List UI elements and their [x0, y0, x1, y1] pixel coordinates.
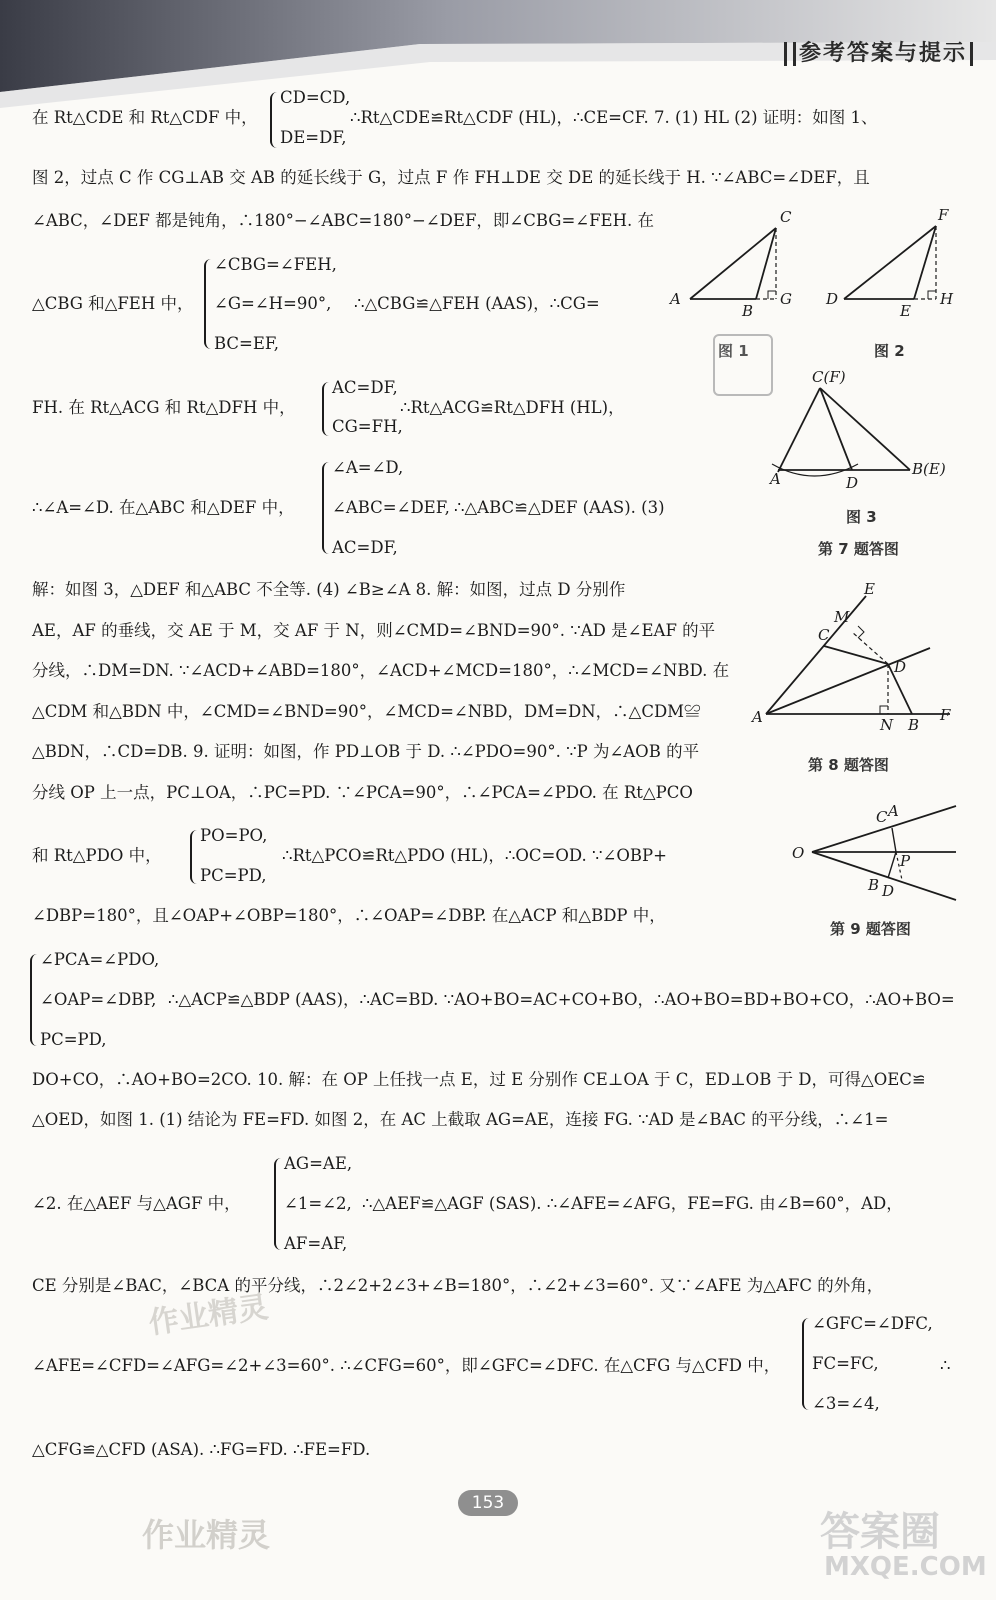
segment-PC [892, 828, 896, 852]
point-label: D [826, 290, 839, 308]
point-label: C [876, 808, 888, 826]
system-row: FC=FC, [812, 1354, 879, 1373]
text-line: DO+CO，∴AO+BO=2CO. 10. 解：在 OP 上任找一点 E，过 E 分别作 CE⊥OA 于 C，ED⊥OB 于 D，可得△OEC≌ [32, 1070, 926, 1089]
text-line: ∴ [940, 1356, 951, 1375]
point-label: O [792, 844, 805, 862]
right-angle-mark [858, 626, 864, 638]
point-label: D [846, 474, 859, 492]
page-number: 153 [458, 1490, 518, 1516]
text-line: ∠2. 在△AEF 与△AGF 中， [32, 1194, 241, 1213]
watermark-text: 作业精灵 [142, 1516, 271, 1554]
text-line: △BDN，∴CD=DB. 9. 证明：如图，作 PD⊥OB 于 D. ∴∠PDO=90°. ∵P 为∠AOB 的平 [32, 742, 700, 761]
system-row: AC=DF, [332, 378, 398, 397]
text-line: AE，AF 的垂线，交 AE 于 M，交 AF 于 N，则∠CMD=∠BND=90°. ∵AD 是∠EAF 的平 [32, 621, 716, 640]
page-header-title [781, 36, 976, 67]
brace [190, 830, 199, 884]
text-line: ∠DBP=180°，且∠OAP+∠OBP=180°，∴∠OAP=∠DBP. 在△ACP 和△BDP 中， [32, 906, 666, 925]
system-row: PC=PD, [200, 866, 267, 885]
system-row: PC=PD, [40, 1030, 107, 1049]
brace [322, 462, 331, 554]
figure-9 [790, 796, 970, 906]
segment-EF [914, 226, 936, 299]
system-row: ∠G=∠H=90°, [214, 294, 332, 313]
text-line: ∠AFE=∠CFD=∠AFG=∠2+∠3=60°. ∴∠CFG=60°，即∠GFC=∠DFC. 在△CFG 与△CFD 中， [32, 1356, 781, 1375]
right-angle-mark [928, 291, 936, 299]
system-row: CG=FH, [332, 417, 403, 436]
point-label: A [752, 708, 763, 726]
brace [274, 1158, 283, 1250]
text-line: △OED，如图 1. (1) 结论为 FE=FD. 如图 2，在 AC 上截取 AG=AE，连接 FG. ∵AD 是∠BAC 的平分线，∴∠1= [32, 1110, 889, 1129]
equation-system [802, 1314, 942, 1414]
brace [30, 954, 39, 1046]
system-row: ∠1=∠2, [284, 1194, 352, 1213]
text-line: △CFG≌△CFD (ASA). ∴FG=FD. ∴FE=FD. [32, 1440, 371, 1459]
watermark-logo: 答案圈 [820, 1509, 940, 1555]
brace [204, 259, 213, 349]
point-label: D [882, 882, 895, 900]
figure-2 [820, 200, 970, 325]
text-line: 和 Rt△PDO 中， [32, 846, 162, 865]
point-label: B [742, 302, 754, 320]
text-line: FH. 在 Rt△ACG 和 Rt△DFH 中， [32, 398, 296, 417]
text-line: △CDM 和△BDN 中，∠CMD=∠BND=90°，∠MCD=∠NBD，DM=DN，∴△CDM≌ [32, 702, 701, 721]
watermark-text: 作业精灵 [146, 1289, 271, 1342]
segment-AC [690, 228, 776, 299]
question-8-caption: 第 8 题答图 [808, 756, 889, 774]
right-angle-mark [880, 706, 888, 714]
text-line: ∴△ACP≌△BDP (AAS)，∴AC=BD. ∵AO+BO=AC+CO+BO，∴AO+BO=BD+BO+CO，∴AO+BO= [168, 990, 955, 1009]
figure-3 [760, 366, 960, 496]
header-title-text: 参考答案与提示 [798, 41, 967, 66]
system-row: CD=CD, [280, 88, 351, 107]
text-line: 在 Rt△CDE 和 Rt△CDF 中， [32, 108, 258, 127]
system-row: ∠3=∠4, [812, 1394, 880, 1413]
question-7-caption: 第 7 题答图 [818, 540, 899, 558]
text-line: 解：如图 3，△DEF 和△ABC 不全等. (4) ∠B≥∠A 8. 解：如图，过点 D 分别作 [32, 580, 626, 599]
equation-system [30, 950, 170, 1050]
brace [802, 1318, 811, 1410]
figure-8 [740, 576, 970, 736]
point-label: F [938, 206, 949, 224]
point-label: P [900, 852, 911, 870]
system-row: DE=DF, [280, 128, 347, 147]
text-line: △CBG 和△FEH 中， [32, 294, 194, 313]
text-line: ∴△AEF≌△AGF (SAS). ∴∠AFE=∠AFG，FE=FG. 由∠B=60°，AD， [362, 1194, 903, 1213]
point-label: C [818, 626, 830, 644]
point-label: E [900, 302, 911, 320]
point-label: G [780, 290, 792, 308]
system-row: AC=DF, [332, 538, 398, 557]
text-line: 图 2，过点 C 作 CG⊥AB 交 AB 的延长线于 G，过点 F 作 FH⊥DE 交 DE 的延长线于 H. ∵∠ABC=∠DEF，且 [32, 168, 870, 187]
point-label: N [880, 716, 894, 734]
text-line: ∴∠A=∠D. 在△ABC 和△DEF 中， [32, 498, 295, 517]
watermark-url: MXQE.COM [824, 1552, 987, 1582]
point-label: A [770, 470, 781, 488]
point-label: B [868, 876, 880, 894]
point-label: C(F) [812, 368, 846, 386]
system-row: ∠OAP=∠DBP, [40, 990, 157, 1009]
system-row: AF=AF, [284, 1234, 348, 1253]
text-line: ∠ABC，∠DEF 都是钝角，∴180°−∠ABC=180°−∠DEF，即∠CBG=∠FEH. 在 [32, 211, 654, 230]
segment-DF [844, 226, 936, 299]
equation-system [204, 255, 344, 355]
text-line: ∴△ABC≌△DEF (AAS). (3) [454, 498, 665, 517]
equation-system [322, 458, 452, 558]
segment-CD [824, 646, 888, 664]
point-label: A [670, 290, 681, 308]
equation-system [190, 826, 270, 886]
figure-1-caption: 图 1 [718, 342, 749, 360]
text-line: ∴△CBG≌△FEH (AAS)，∴CG= [354, 294, 600, 313]
point-label: B(E) [912, 460, 946, 478]
segment-BC [756, 228, 776, 299]
point-label: E [864, 580, 875, 598]
figure-3-caption: 图 3 [846, 508, 877, 526]
brace [322, 382, 331, 436]
ray-AE [766, 596, 866, 714]
system-row: BC=EF, [214, 334, 280, 353]
point-label: C [780, 208, 792, 226]
point-label: M [834, 608, 850, 626]
segment-CB [820, 388, 910, 470]
point-label: F [940, 706, 951, 724]
text-line: ∴Rt△ACG≌Rt△DFH (HL)， [400, 398, 625, 417]
question-9-caption: 第 9 题答图 [830, 920, 911, 938]
system-row: AG=AE, [284, 1154, 353, 1173]
system-row: ∠PCA=∠PDO, [40, 950, 160, 969]
text-line: ∴Rt△CDE≌Rt△CDF (HL)，∴CE=CF. 7. (1) HL (2) 证明：如图 1、 [350, 108, 878, 127]
system-row: ∠CBG=∠FEH, [214, 255, 337, 274]
system-row: ∠GFC=∠DFC, [812, 1314, 933, 1333]
segment-CA [778, 388, 820, 472]
figure-2-caption: 图 2 [874, 342, 905, 360]
text-line: CE 分别是∠BAC，∠BCA 的平分线，∴2∠2+2∠3+∠B=180°，∴∠2+∠3=60°. 又∵∠AFE 为△AFC 的外角， [32, 1276, 884, 1295]
equation-system [270, 88, 360, 152]
point-label: B [908, 716, 920, 734]
brace [270, 92, 279, 148]
point-label: A [888, 802, 899, 820]
segment-CD [820, 388, 852, 470]
text-line: 分线 OP 上一点，PC⊥OA，∴PC=PD. ∵∠PCA=90°，∴∠PCA=∠PDO. 在 Rt△PCO [32, 783, 693, 802]
equation-system [322, 378, 402, 438]
point-label: H [940, 290, 954, 308]
system-row: ∠A=∠D, [332, 458, 404, 477]
point-label: D [894, 658, 907, 676]
text-line: ∴Rt△PCO≌Rt△PDO (HL)，∴OC=OD. ∵∠OBP+ [282, 846, 667, 865]
figure-1 [660, 200, 810, 325]
system-row: ∠ABC=∠DEF, [332, 498, 450, 517]
text-line: 分线，∴DM=DN. ∵∠ACD+∠ABD=180°，∠ACD+∠MCD=180°，∴∠MCD=∠NBD. 在 [32, 661, 730, 680]
segment-PB [888, 852, 896, 878]
right-angle-mark [768, 291, 776, 299]
system-row: PO=PO, [200, 826, 268, 845]
